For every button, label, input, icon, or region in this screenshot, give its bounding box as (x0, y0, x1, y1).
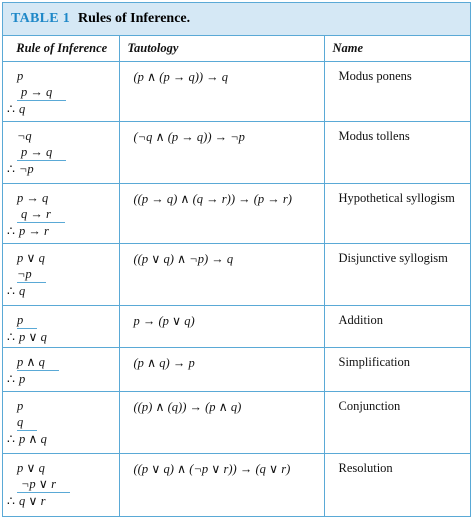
tautology-cell: (¬q ∧ (p → q)) → ¬p (119, 122, 324, 184)
premise: ¬q (17, 129, 32, 143)
conclusion (7, 161, 119, 177)
conclusion-text: p ∧ q (18, 432, 47, 446)
therefore-symbol: ∴ (7, 102, 15, 116)
conclusion (7, 283, 119, 299)
rule-of-inference-cell (3, 392, 119, 454)
premise: q → r (17, 206, 65, 223)
table-body (3, 62, 470, 517)
premise: p ∨ q (17, 461, 45, 475)
rules-of-inference-table-frame (2, 2, 471, 517)
conclusion-text: ¬p (18, 162, 34, 176)
premise: p → q (17, 84, 66, 101)
tautology-cell: ((p) ∧ (q)) → (p ∧ q) (119, 392, 324, 454)
conclusion-text: p → r (18, 224, 49, 238)
premise: p → q (17, 191, 49, 205)
conclusion (7, 371, 119, 387)
header-row (3, 36, 470, 62)
table-title-bar (3, 3, 470, 35)
premise: ¬p ∨ r (17, 476, 70, 493)
tautology-cell: (p ∧ q) → p (119, 348, 324, 392)
conclusion-text: p (18, 372, 26, 386)
header-name: Name (324, 36, 470, 62)
rule-name-cell: Addition (324, 306, 470, 348)
conclusion-text: q (18, 284, 26, 298)
rule-name-cell: Hypothetical syllogism (324, 184, 470, 244)
premise: p → q (17, 144, 66, 161)
table-row (3, 184, 470, 244)
therefore-symbol: ∴ (7, 162, 15, 176)
table-row (3, 244, 470, 306)
table-row (3, 454, 470, 517)
tautology-cell: ((p ∨ q) ∧ ¬p) → q (119, 244, 324, 306)
tautology-cell: ((p → q) ∧ (q → r)) → (p → r) (119, 184, 324, 244)
table-row (3, 348, 470, 392)
table-row (3, 122, 470, 184)
therefore-symbol: ∴ (7, 330, 15, 344)
rule-name-cell: Conjunction (324, 392, 470, 454)
conclusion (7, 101, 119, 117)
rule-name-cell: Modus ponens (324, 62, 470, 122)
premise: p (17, 69, 24, 83)
rule-name-cell: Resolution (324, 454, 470, 517)
therefore-symbol: ∴ (7, 224, 15, 238)
conclusion (7, 329, 119, 345)
tautology-cell: p → (p ∨ q) (119, 306, 324, 348)
table-title: Rules of Inference. (78, 11, 191, 26)
therefore-symbol: ∴ (7, 432, 15, 446)
rule-of-inference-cell (3, 244, 119, 306)
rule-name-cell: Simplification (324, 348, 470, 392)
header-rule-of-inference: Rule of Inference (3, 36, 119, 62)
conclusion-text: q (18, 102, 26, 116)
header-tautology: Tautology (119, 36, 324, 62)
therefore-symbol: ∴ (7, 372, 15, 386)
rule-of-inference-cell (3, 454, 119, 517)
tautology-cell: (p ∧ (p → q)) → q (119, 62, 324, 122)
rule-name-cell: Modus tollens (324, 122, 470, 184)
premise: p (17, 399, 24, 413)
table-row (3, 62, 470, 122)
rule-of-inference-cell (3, 306, 119, 348)
conclusion-text: q ∨ r (18, 494, 46, 508)
rules-table (3, 35, 470, 517)
premise: p ∨ q (17, 251, 45, 265)
conclusion (7, 431, 119, 447)
premise: p (17, 312, 37, 329)
conclusion (7, 223, 119, 239)
table-label: TABLE 1 (11, 11, 71, 26)
conclusion-text: p ∨ q (18, 330, 47, 344)
rule-of-inference-cell (3, 122, 119, 184)
conclusion (7, 493, 119, 509)
premise: ¬p (17, 266, 46, 283)
rule-name-cell: Disjunctive syllogism (324, 244, 470, 306)
premise: q (17, 414, 37, 431)
rule-of-inference-cell (3, 348, 119, 392)
rule-of-inference-cell (3, 184, 119, 244)
table-row (3, 392, 470, 454)
therefore-symbol: ∴ (7, 494, 15, 508)
rule-of-inference-cell (3, 62, 119, 122)
premise: p ∧ q (17, 354, 59, 371)
tautology-cell: ((p ∨ q) ∧ (¬p ∨ r)) → (q ∨ r) (119, 454, 324, 517)
therefore-symbol: ∴ (7, 284, 15, 298)
table-row (3, 306, 470, 348)
